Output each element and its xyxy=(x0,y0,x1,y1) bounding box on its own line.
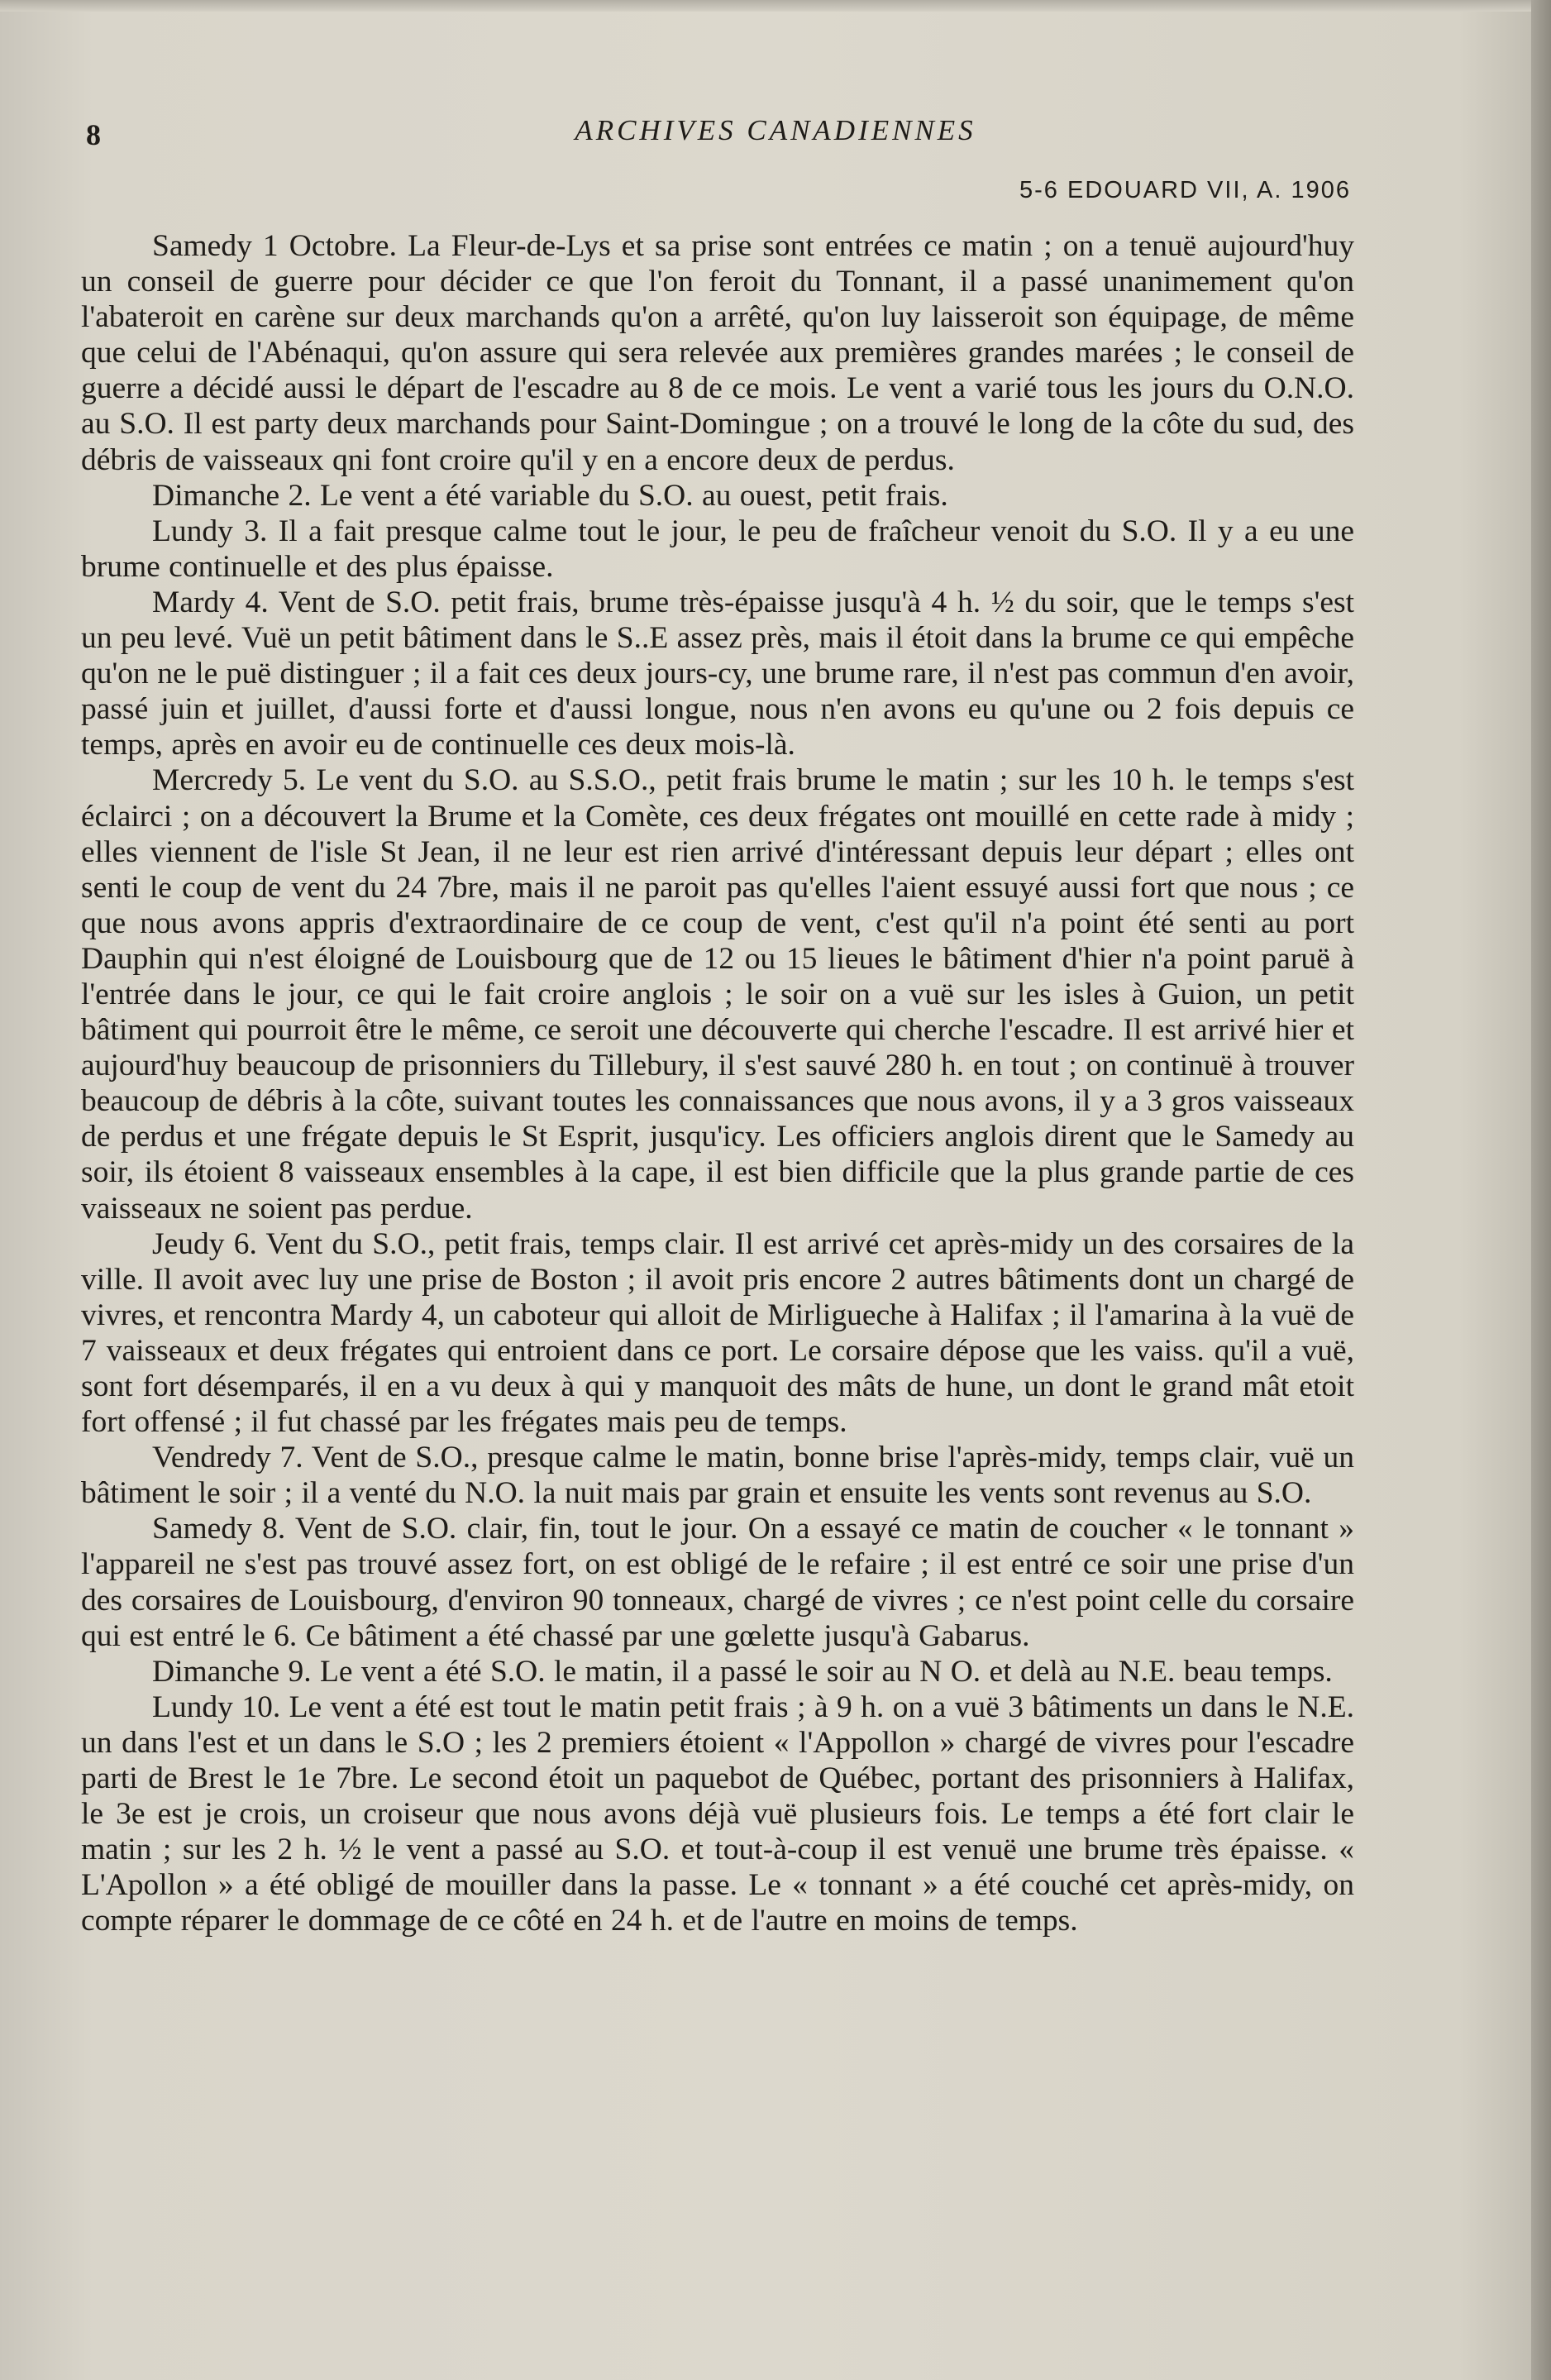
journal-entry-vendredy-7: Vendredy 7. Vent de S.O., presque calme le matin, bonne brise l'après-midy, temps clair, vuë un bâtiment le soir ; il a venté du N.O. la nuit mais par grain et ensuite les vents sont revenus au S.O. xyxy=(81,1441,1354,1511)
running-head: ARCHIVES CANADIENNES xyxy=(575,114,976,146)
page-number: 8 xyxy=(86,118,102,151)
journal-entry-lundy-3: Lundy 3. Il a fait presque calme tout le jour, le peu de fraîcheur venoit du S.O. Il y a eu une brume continuelle et des plus épaisse. xyxy=(81,514,1354,584)
journal-entry-samedy-8: Samedy 8. Vent de S.O. clair, fin, tout le jour. On a essayé ce matin de coucher « le tonnant » l'appareil ne s'est pas trouvé assez fort, on est obligé de le refaire ; il est entré ce soir une prise d'un des corsaires de Louisbourg, d'environ 90 tonneaux, chargé de vivres ; ce n'est point celle du corsaire qui est entré le 6. Ce bâtiment a été chassé par une gœlette jusqu'à Gabarus. xyxy=(81,1512,1354,1653)
journal-text xyxy=(81,228,1354,1939)
journal-entry-lundy-10: Lundy 10. Le vent a été est tout le matin petit frais ; à 9 h. on a vuë 3 bâtiments un dans le N.E. un dans l'est et un dans le S.O ; les 2 premiers étoient « l'Appollon » chargé de vivres pour l'escadre parti de Brest le 1e 7bre. Le second étoit un paquebot de Québec, portant des prisonniers à Halifax, le 3e est je crois, un croiseur que nous avons déjà vuë plusieurs fois. Le temps a été fort clair le matin ; sur les 2 h. ½ le vent a passé au S.O. et tout-à-coup il est venuë une brume très épaisse. « L'Apollon » a été obligé de mouiller dans la passe. Le « tonnant » a été couché cet après-midy, on compte réparer le dommage de ce côté en 24 h. et de l'autre en moins de temps. xyxy=(81,1689,1354,1938)
volume-info: 5-6 EDOUARD VII, A. 1906 xyxy=(1019,177,1351,203)
page-binding-edge xyxy=(1531,0,1551,2380)
journal-entry-mercredy-5: Mercredy 5. Le vent du S.O. au S.S.O., petit frais brume le matin ; sur les 10 h. le temps s'est éclairci ; on a découvert la Brume et la Comète, ces deux frégates ont mouillé en cette rade à midy ; elles viennent de l'isle St Jean, il ne leur est rien arrivé d'intéressant depuis leur départ ; elles ont senti le coup de vent du 24 7bre, mais il ne paroit pas qu'elles l'aient essuyé aussi fort que nous ; ce que nous avons appris d'extraordinaire de ce coup de vent, c'est qu'il n'a point été senti au port Dauphin qui n'est éloigné de Louisbourg que de 12 ou 15 lieues le bâtiment d'hier n'a point paruë à l'entrée dans le jour, ce qui le fait croire anglois ; le soir on a vuë sur les isles à Guion, un petit bâtiment qui pourroit être le même, ce seroit une découverte qui cherche l'escadre. Il est arrivé hier et aujourd'huy beaucoup de prisonniers du Tillebury, il s'est sauvé 280 h. en tout ; on continuë à trouver beaucoup de débris à la côte, suivant toutes les connaissances que nous avons, il y a 3 gros vaisseaux de perdus et une frégate depuis le St Esprit, jusqu'icy. Les officiers anglois dirent que le Samedy au soir, ils étoient 8 vaisseaux ensembles à la cape, il est bien difficile que la plus grande partie de ces vaisseaux ne soient pas perdue. xyxy=(81,763,1354,1226)
journal-entry-dimanche-9: Dimanche 9. Le vent a été S.O. le matin, il a passé le soir au N O. et delà au N.E. beau temps. xyxy=(152,1654,1333,1689)
journal-entry-dimanche-2: Dimanche 2. Le vent a été variable du S.O. au ouest, petit frais. xyxy=(152,478,948,513)
journal-entry-samedy-1: Samedy 1 Octobre. La Fleur-de-Lys et sa prise sont entrées ce matin ; on a tenuë aujourd'huy un conseil de guerre pour décider ce que l'on feroit du Tonnant, il a passé unanimement qu'on l'abateroit en carène sur deux marchands qu'on a arrêté, qu'on luy laisseroit son équipage, de même que celui de l'Abénaqui, qu'on assure qui sera relevée aux premières grandes marées ; le conseil de guerre a décidé aussi le départ de l'escadre au 8 de ce mois. Le vent a varié tous les jours du O.N.O. au S.O. Il est party deux marchands pour Saint-Domingue ; on a trouvé le long de la côte du sud, des débris de vaisseaux qni font croire qu'il y en a encore deux de perdus. xyxy=(81,229,1354,477)
journal-entry-jeudy-6: Jeudy 6. Vent du S.O., petit frais, temps clair. Il est arrivé cet après-midy un des corsaires de la ville. Il avoit avec luy une prise de Boston ; il avoit pris encore 2 autres bâtiments dont un chargé de vivres, et rencontra Mardy 4, un caboteur qui alloit de Mirligueche à Halifax ; il l'amarina à la vuë de 7 vaisseaux et deux frégates qui entroient dans ce port. Le corsaire dépose que les vaiss. qu'il a vuë, sont fort désemparés, il en a vu deux à qui y manquoit des mâts de hune, un dont le grand mât etoit fort offensé ; il fut chassé par les frégates mais peu de temps. xyxy=(81,1226,1354,1440)
page-top-shadow xyxy=(0,0,1551,12)
journal-entry-mardy-4: Mardy 4. Vent de S.O. petit frais, brume très-épaisse jusqu'à 4 h. ½ du soir, que le temps s'est un peu levé. Vuë un petit bâtiment dans le S..E assez près, mais il étoit dans la brume ce qui empêche qu'on ne le puë distinguer ; il a fait ces deux jours-cy, une brume rare, il n'est pas commun d'en avoir, passé juin et juillet, d'aussi forte et d'aussi longue, nous n'en avons eu qu'une ou 2 fois depuis ce temps, après en avoir eu de continuelle ces deux mois-là. xyxy=(81,585,1354,762)
